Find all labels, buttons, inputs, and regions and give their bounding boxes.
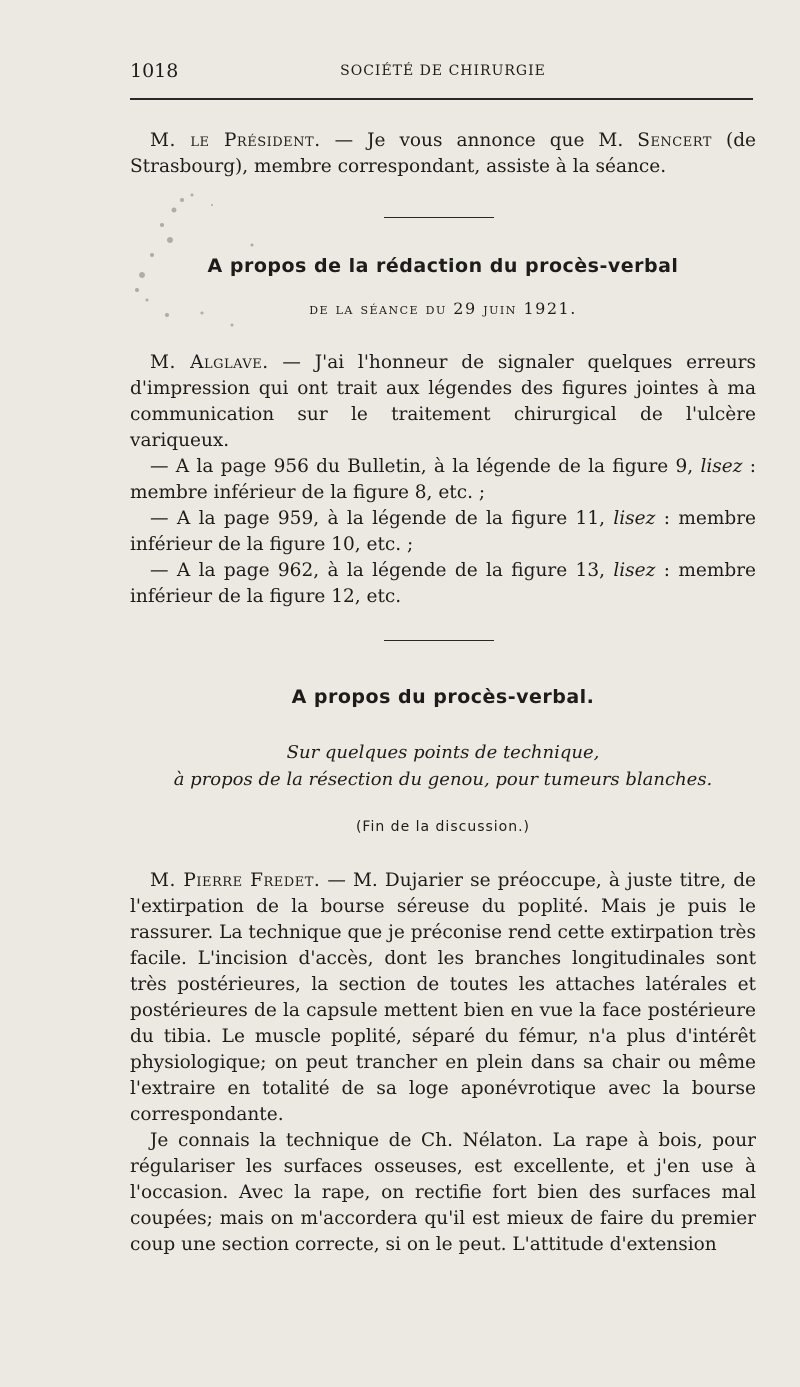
announcement-text-b: (de Strasbourg), membre correspondant, assiste à la séance. xyxy=(130,130,757,177)
header-rule xyxy=(130,98,753,100)
erratum-item-1: — A la page 956 du Bulletin, à la légende de la figure 9, lisez : membre inférieur de la figure 8, etc. ; xyxy=(130,456,756,503)
erratum-item-3: — A la page 962, à la légende de la figure 13, lisez : membre inférieur de la figure 12, etc. xyxy=(130,560,756,607)
running-title: SOCIÉTÉ DE CHIRURGIE xyxy=(340,63,546,79)
discussion-note: (Fin de la discussion.) xyxy=(355,819,531,835)
fredet-paragraph xyxy=(130,868,756,1258)
erratum-item-2: — A la page 959, à la légende de la figure 11, lisez : membre inférieur de la figure 10, etc. ; xyxy=(130,508,756,555)
section2-heading: A propos du procès-verbal. xyxy=(291,686,595,708)
section1-subheading: de la séance du 29 juin 1921. xyxy=(309,299,577,318)
alglave-text: — J'ai l'honneur de signaler quelques erreurs d'impression qui ont trait aux légendes des figures jointes à ma communication sur le traitement chirurgical de l'ulcère variqueux. xyxy=(130,352,756,451)
section1-heading: A propos de la rédaction du procès-verbal xyxy=(207,255,679,277)
alglave-paragraph xyxy=(130,350,756,610)
article-title-line-2: à propos de la résection du genou, pour tumeurs blanches. xyxy=(173,769,713,790)
fredet-para-2: Je connais la technique de Ch. Nélaton. La rape à bois, pour régulariser les surfaces osseuses, est excellente, et j'en use à l'occasion. Avec la rape, on rectifie fort bien des surfaces mal coupées; mais on m'accordera qu'il est mieux de faire du premier coup une section correcte, si on le peut. L'attitude d'extension xyxy=(130,1130,756,1255)
announcement-text-a: — Je vous annonce que M. xyxy=(320,130,638,151)
page-header xyxy=(130,60,756,86)
speaker-fredet: M. Pierre Fredet. xyxy=(150,870,321,891)
separator-1 xyxy=(384,217,494,218)
name-sencert: Sencert xyxy=(637,130,712,151)
separator-2 xyxy=(384,640,494,641)
fredet-para-1: — M. Dujarier se préoccupe, à juste titre, de l'extirpation de la bourse séreuse du poplité. Mais je puis le rassurer. La technique que je préconise rend cette extirpation très facile. L'incision d'accès, dont les branches longitudinales sont très postérieures, la section de toutes les attaches latérales et postérieures de la capsule mettent bien en vue la face postérieure du tibia. Le muscle poplité, séparé du fémur, n'a plus d'intérêt physiologique; on peut trancher en plein dans sa chair ou même l'extraire en totalité de sa loge aponévrotique avec la bourse correspondante. xyxy=(130,870,756,1125)
announcement-paragraph xyxy=(130,128,756,180)
speaker-president: M. le Président. xyxy=(150,130,321,151)
speaker-alglave: M. Alglave. xyxy=(150,352,269,373)
page-number: 1018 xyxy=(130,60,179,82)
article-title-line-1: Sur quelques points de technique, xyxy=(286,742,600,763)
